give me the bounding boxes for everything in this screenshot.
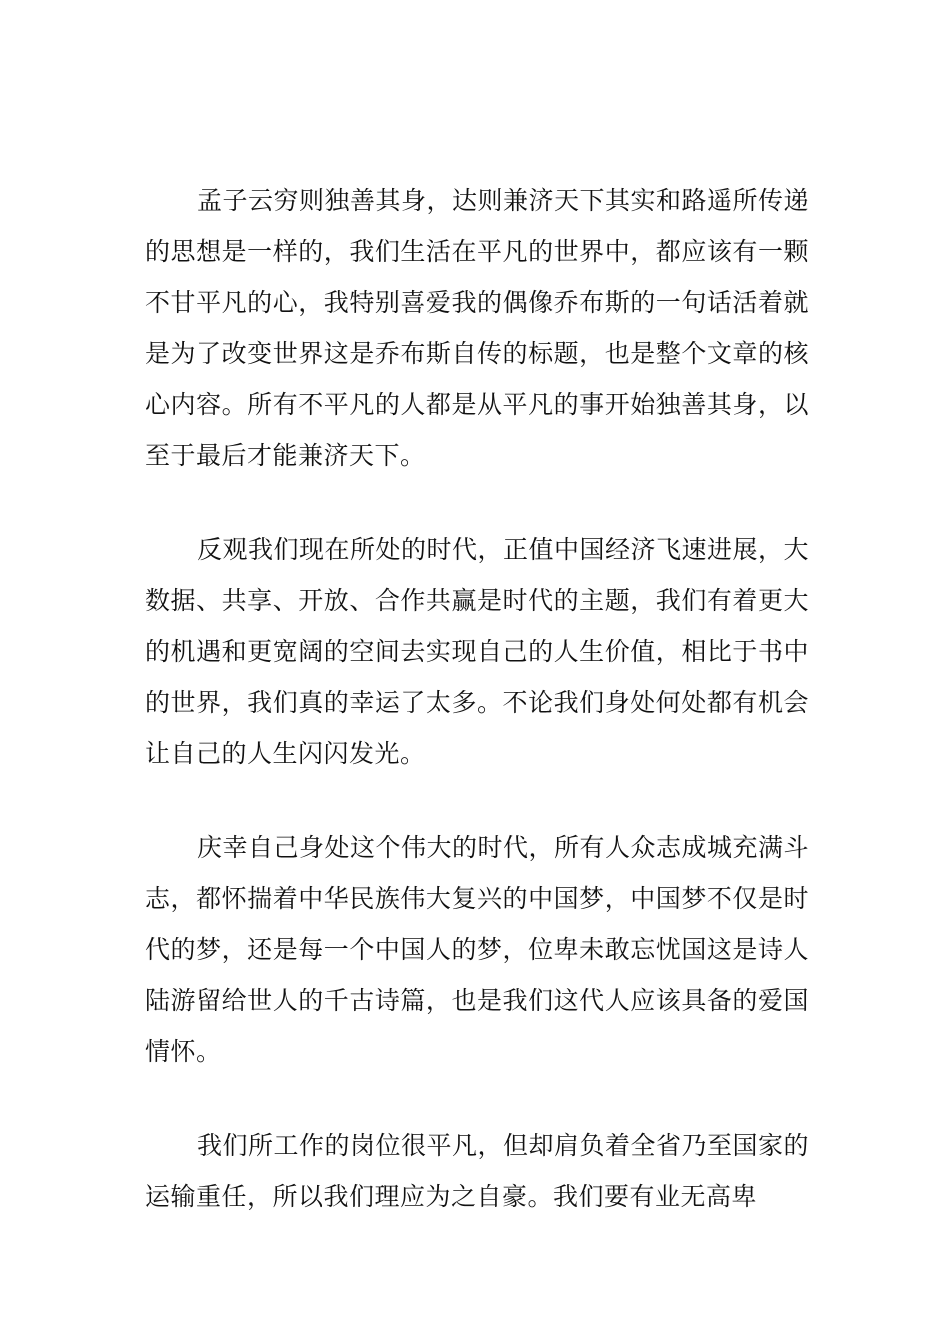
paragraph-1: 孟子云穷则独善其身，达则兼济天下其实和路遥所传递的思想是一样的，我们生活在平凡的世界中，都应该有一颗不甘平凡的心，我特别喜爱我的偶像乔布斯的一句话活着就是为了改变世界这是乔布斯自传的标题，也是整个文章的核心内容。所有不平凡的人都是从平凡的事开始独善其身，以至于最后才能兼济天下。 [145,186,810,470]
paragraph-4: 我们所工作的岗位很平凡，但却肩负着全省乃至国家的运输重任，所以我们理应为之自豪。我们要有业无高卑 [145,1131,810,1211]
paragraph-3: 庆幸自己身处这个伟大的时代，所有人众志成城充满斗志，都怀揣着中华民族伟大复兴的中国梦，中国梦不仅是时代的梦，还是每一个中国人的梦，位卑未敢忘忧国这是诗人陆游留给世人的千古诗篇，也是我们这代人应该具备的爱国情怀。 [145,833,810,1066]
paragraph-2: 反观我们现在所处的时代，正值中国经济飞速进展，大数据、共享、开放、合作共赢是时代的主题，我们有着更大的机遇和更宽阔的空间去实现自己的人生价值，相比于书中的世界，我们真的幸运了太多。不论我们身处何处都有机会让自己的人生闪闪发光。 [145,535,810,768]
